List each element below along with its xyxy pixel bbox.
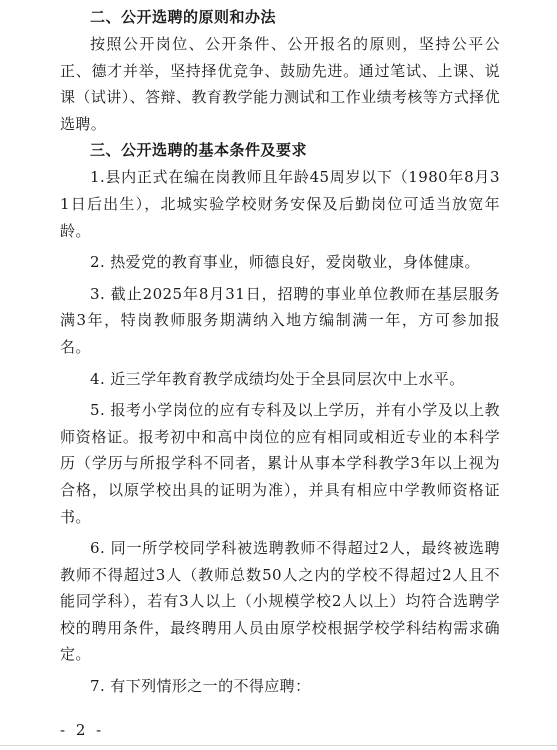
section-2-heading: 二、公开选聘的原则和办法 — [90, 8, 277, 26]
condition-item-2: 2. 热爱党的教育事业，师德良好，爱岗敬业，身体健康。 — [90, 253, 480, 272]
section-2-paragraph: 按照公开岗位、公开条件、公开报名的原则，坚持公平公正、德才并举，坚持择优竞争、鼓励先进。通过笔试、上课、说课（试讲）、答辩、教育教学能力测试和工作业绩考核等方式择优选聘。 — [60, 35, 500, 133]
condition-item-3: 3. 截止2025年8月31日，招聘的事业单位教师在基层服务满3年，特岗教师服务期满纳入地方编制满一年，方可参加报名。 — [60, 284, 500, 356]
page-number: - 2 - — [60, 721, 105, 739]
page-bottom-divider — [0, 745, 557, 746]
condition-item-7: 7. 有下列情形之一的不得应聘： — [90, 677, 311, 696]
condition-item-1: 1.县内正式在编在岗教师且年龄45周岁以下（1980年8月31日后出生），北城实验学校财务安保及后勤岗位可适当放宽年龄。 — [60, 168, 500, 240]
condition-item-4: 4. 近三学年教育教学成绩均处于全县同层次中上水平。 — [90, 369, 465, 388]
document-body — [60, 4, 500, 700]
condition-item-6: 6. 同一所学校同学科被选聘教师不得超过2人，最终被选聘教师不得超过3人（教师总数50人之内的学校不得超过2人且不能同学科），若有3人以上（小规模学校2人以上）均符合选聘学校的聘用条件，最终聘用人员由原学校根据学校学科结构需求确定。 — [60, 539, 500, 664]
condition-item-5: 5. 报考小学岗位的应有专科及以上学历，并有小学及以上教师资格证。报考初中和高中岗位的应有相同或相近专业的本科学历（学历与所报学科不同者，累计从事本学科教学3年以上视为合格，以原学校出具的证明为准），并具有相应中学教师资格证书。 — [60, 401, 500, 526]
section-3-heading: 三、公开选聘的基本条件及要求 — [90, 141, 308, 160]
